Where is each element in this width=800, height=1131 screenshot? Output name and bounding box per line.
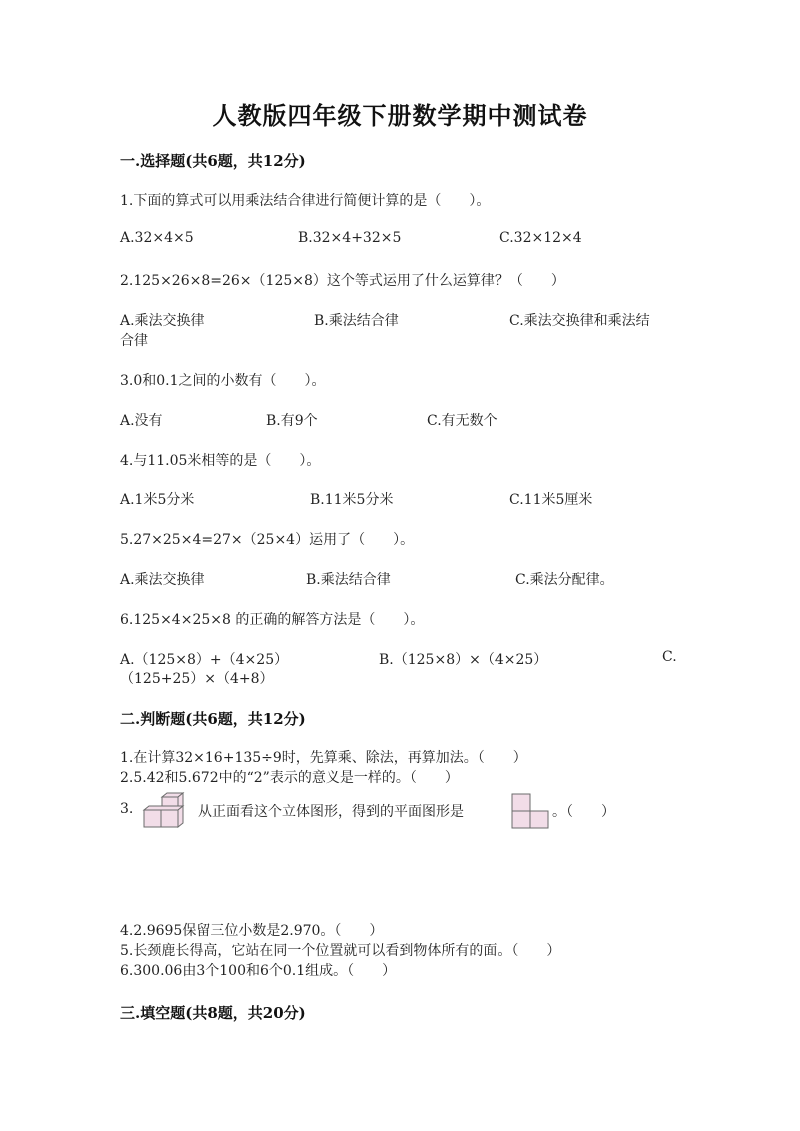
question-2-3-paren: 。（ ） [552,804,615,820]
question-2-3-text: 从正面看这个立体图形，得到的平面图形是 [198,804,464,820]
question-1-5: 5.27×25×4=27×（25×4）运用了（ ）。 [120,532,415,548]
question-2-6: 6.300.06由3个100和6个0.1组成。（ ） [120,963,397,979]
option-1-4-a: A.1米5分米 [120,492,195,508]
question-1-4: 4.与11.05米相等的是（ ）。 [120,453,321,469]
section-heading-fill: 三.填空题(共8题，共20分) [120,1004,306,1022]
question-2-3-number: 3. [120,801,134,817]
question-2-1: 1.在计算32×16+135÷9时，先算乘、除法，再算加法。（ ） [120,750,527,766]
section-heading-judge: 二.判断题(共6题，共12分) [120,710,306,728]
option-1-3-a: A.没有 [120,413,163,429]
question-1-3: 3.0和0.1之间的小数有（ ）。 [120,373,326,389]
page-title: 人教版四年级下册数学期中测试卷 [212,101,588,130]
option-1-5-b: B.乘法结合律 [306,572,391,588]
option-1-3-c: C.有无数个 [427,413,498,429]
option-1-2-c: C.乘法交换律和乘法结 [509,313,650,329]
option-1-1-c: C.32×12×4 [499,230,582,246]
question-2-4: 4.2.9695保留三位小数是2.970。（ ） [120,923,384,939]
option-1-6-c-wrap: （125+25）×（4+8） [120,671,274,687]
question-2-2: 2.5.42和5.672中的“2”表示的意义是一样的。（ ） [120,770,459,786]
option-1-1-a: A.32×4×5 [120,230,194,246]
option-1-4-b: B.11米5分米 [310,492,394,508]
option-1-6-c: C. [662,649,677,665]
option-1-2-a: A.乘法交换律 [120,313,205,329]
question-1-2: 2.125×26×8=26×（125×8）这个等式运用了什么运算律？（ ） [120,273,565,289]
option-1-1-b: B.32×4+32×5 [298,230,402,246]
question-1-1: 1.下面的算式可以用乘法结合律进行简便计算的是（ ）。 [120,193,491,209]
section-heading-choice: 一.选择题(共6题，共12分) [120,152,306,170]
option-1-3-b: B.有9个 [266,413,318,429]
option-1-6-a: A.（125×8）+（4×25） [120,652,289,668]
front-view-shape-icon [510,792,552,830]
question-1-6: 6.125×4×25×8 的正确的解答方法是（ ）。 [120,612,425,628]
option-1-4-c: C.11米5厘米 [509,492,593,508]
solid-figure-icon [140,792,188,832]
option-1-5-c: C.乘法分配律。 [515,572,614,588]
question-2-5: 5.长颈鹿长得高，它站在同一个位置就可以看到物体所有的面。（ ） [120,943,561,959]
option-1-2-c-wrap: 合律 [120,333,148,349]
option-1-6-b: B.（125×8）×（4×25） [379,652,548,668]
option-1-2-b: B.乘法结合律 [314,313,399,329]
option-1-5-a: A.乘法交换律 [120,572,205,588]
